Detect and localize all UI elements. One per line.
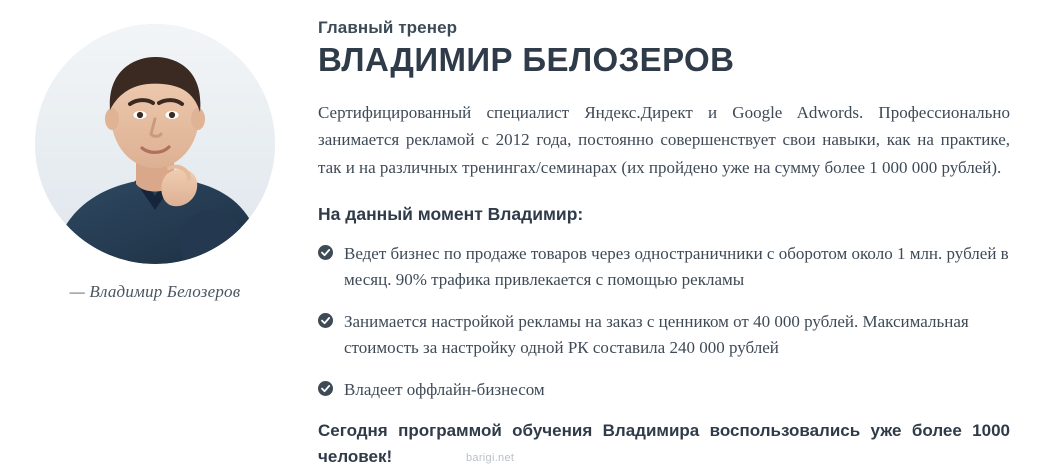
achievements-list — [318, 241, 1010, 404]
list-item-text: Занимается настройкой рекламы на заказ с ценником от 40 000 рублей. Максимальная стоимость за настройку одной РК составила 240 000 рублей — [344, 311, 969, 358]
list-item-text: Ведет бизнес по продаже товаров через одностраничники с оборотом около 1 млн. рублей в месяц. 90% трафика привлекается с помощью рекламы — [344, 243, 1009, 290]
list-item — [318, 241, 1010, 294]
photo-caption: — Владимир Белозеров — [69, 282, 241, 301]
check-circle-icon — [318, 245, 333, 260]
closing-statement: Сегодня программой обучения Владимира воспользовались уже более 1000 человек! — [318, 421, 1010, 467]
check-circle-icon — [318, 381, 333, 396]
avatar — [35, 24, 275, 264]
photo-column — [20, 24, 290, 302]
page-title: ВЛАДИМИР БЕЛОЗЕРОВ — [318, 41, 735, 78]
check-circle-icon — [318, 313, 333, 328]
role-label: Главный тренер — [318, 18, 458, 37]
intro-paragraph: Сертифицированный специалист Яндекс.Директ и Google Adwords. Профессионально занимается рекламой с 2012 года, постоянно совершенствует свои навыки, как на практике, так и на различных тренингах/семинарах (их пройдено уже на сумму более 1 000 000 рублей). — [318, 102, 1010, 178]
list-item-text: Владеет оффлайн-бизнесом — [344, 379, 545, 399]
section-subheading: На данный момент Владимир: — [318, 203, 584, 224]
list-item — [318, 377, 1010, 404]
content-column — [318, 18, 1010, 471]
watermark: barigi.net — [466, 452, 515, 464]
list-item — [318, 309, 1010, 362]
